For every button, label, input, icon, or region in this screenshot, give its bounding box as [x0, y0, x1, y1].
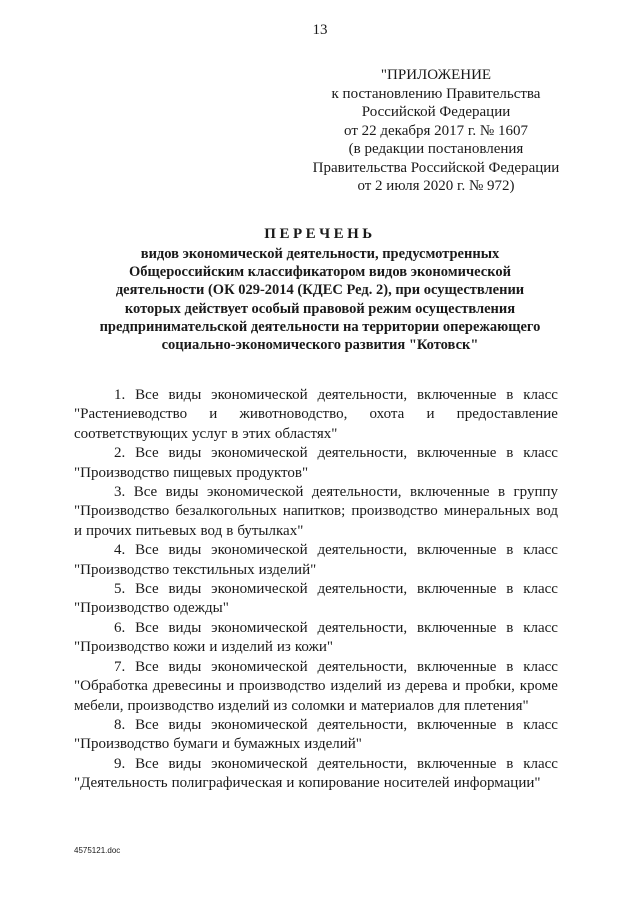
list-item-line: "Производство кожи и изделий из кожи": [74, 639, 333, 656]
list-item: [74, 444, 558, 483]
list-item-line: "Производство пищевых продуктов": [74, 464, 309, 481]
appendix-block: [300, 66, 572, 196]
list-item: [74, 386, 558, 444]
list-item-line: 9. Все виды экономической деятельности, включенные в класс: [114, 755, 558, 772]
list-item-line: "Производство бумаги и бумажных изделий": [74, 736, 362, 753]
list-item-line: "Производство одежды": [74, 600, 229, 617]
appendix-line: от 22 декабря 2017 г. № 1607: [344, 122, 528, 139]
list-item-line: "Деятельность полиграфическая и копирование носителей информации": [74, 775, 541, 792]
list-item-line: 7. Все виды экономической деятельности, включенные в класс: [114, 658, 558, 675]
list-item-line: 1. Все виды экономической деятельности, включенные в класс: [114, 387, 558, 403]
list-item-line: 8. Все виды экономической деятельности, включенные в класс: [114, 716, 558, 733]
activity-list: [74, 386, 558, 794]
subtitle-line: социально-экономического развития "Котовск": [161, 337, 479, 354]
subtitle-line: Общероссийским классификатором видов экономической: [129, 264, 511, 281]
appendix-line: (в редакции постановления: [348, 141, 524, 157]
list-item-line: "Производство безалкогольных напитков; производство минеральных вод: [74, 503, 558, 520]
page-number: 13: [312, 22, 328, 38]
subtitle-line: которых действует особый правовой режим осуществления: [124, 300, 516, 317]
list-item-line: соответствующих услуг в этих областях": [74, 425, 338, 442]
appendix-line: "ПРИЛОЖЕНИЕ: [380, 67, 492, 83]
document-heading: ПЕРЕЧЕНЬ: [264, 226, 376, 242]
subtitle-line: деятельности (ОК 029-2014 (КДЕС Ред. 2), при осуществлении: [115, 282, 525, 299]
list-item-line: 3. Все виды экономической деятельности, включенные в группу: [114, 484, 558, 501]
list-item-line: мебели, производство изделий из соломки и материалов для плетения": [74, 697, 529, 714]
list-item-line: "Растениеводство и животноводство, охота и предоставление: [74, 406, 558, 423]
appendix-line: Российской Федерации: [361, 104, 511, 120]
subtitle-line: предпринимательской деятельности на территории опережающего: [99, 318, 541, 335]
list-item-line: 5. Все виды экономической деятельности, включенные в класс: [114, 581, 558, 598]
list-item-line: и прочих питьевых вод в бутылках": [74, 522, 304, 539]
subtitle-line: видов экономической деятельности, предусмотренных: [140, 246, 500, 262]
list-item-line: 4. Все виды экономической деятельности, включенные в класс: [114, 542, 558, 559]
appendix-line: от 2 июля 2020 г. № 972): [357, 178, 515, 194]
list-item-line: "Производство текстильных изделий": [74, 561, 317, 578]
list-item-line: "Обработка древесины и производство изделий из дерева и пробки, кроме: [74, 678, 558, 695]
list-item: [74, 580, 558, 619]
list-item: [74, 716, 558, 755]
list-item: [74, 619, 558, 658]
list-item: [74, 658, 558, 716]
appendix-line: Правительства Российской Федерации: [312, 159, 560, 176]
list-item: [74, 755, 558, 794]
file-reference: 4575121.doc: [74, 846, 121, 855]
list-item: [74, 483, 558, 541]
list-item-line: 2. Все виды экономической деятельности, включенные в класс: [114, 445, 558, 462]
document-subtitle: [80, 245, 560, 354]
appendix-line: к постановлению Правительства: [331, 85, 541, 102]
list-item-line: 6. Все виды экономической деятельности, включенные в класс: [114, 619, 558, 636]
list-item: [74, 541, 558, 580]
